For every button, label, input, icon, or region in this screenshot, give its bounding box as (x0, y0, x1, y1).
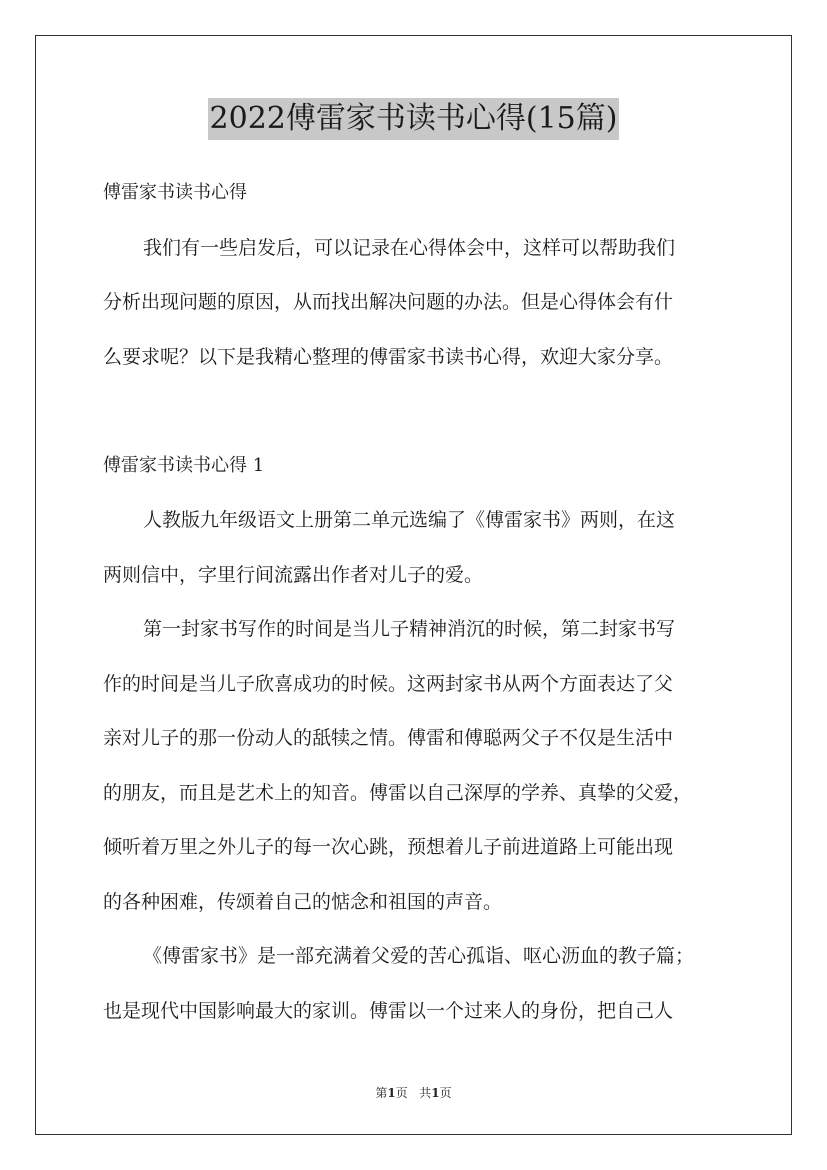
paragraph-line: 两则信中，字里行间流露出作者对儿子的爱。 (103, 564, 484, 586)
footer-page-number: 1 (387, 1086, 396, 1100)
paragraph-line: 的朋友，而且是艺术上的知音。傅雷以自己深厚的学养、真挚的父爱， (103, 782, 693, 804)
section-heading-1: 傅雷家书读书心得 1 (103, 455, 265, 476)
paragraph-line: 分析出现问题的原因，从而找出解决问题的办法。但是心得体会有什 (103, 291, 674, 313)
paragraph-line: 第一封家书写作的时间是当儿子精神消沉的时候，第二封家书写 (143, 618, 676, 640)
paragraph-line: 的各种困难，传颂着自己的惦念和祖国的声音。 (103, 891, 503, 913)
paragraph-line: 作的时间是当儿子欣喜成功的时候。这两封家书从两个方面表达了父 (103, 673, 674, 695)
paragraph-line: 么要求呢？以下是我精心整理的傅雷家书读书心得，欢迎大家分享。 (103, 346, 674, 368)
paragraph-line: 也是现代中国影响最大的家训。傅雷以一个过来人的身份，把自己人 (103, 1000, 674, 1022)
paragraph-line: 人教版九年级语文上册第二单元选编了《傅雷家书》两则，在这 (143, 509, 676, 531)
footer-page-prefix: 第 (375, 1086, 388, 1100)
footer-page-suffix: 页 (439, 1086, 452, 1100)
paragraph-line: 《傅雷家书》是一部充满着父爱的苦心孤诣、呕心沥血的教子篇； (143, 945, 695, 967)
paragraph-line: 我们有一些启发后，可以记录在心得体会中，这样可以帮助我们 (143, 237, 676, 259)
footer-total-pages: 1 (431, 1086, 440, 1100)
footer-page-mid: 页 共 (395, 1086, 432, 1100)
page-footer (0, 1085, 827, 1101)
intro-heading: 傅雷家书读书心得 (103, 182, 247, 203)
paragraph-line: 亲对儿子的那一份动人的舐犊之情。傅雷和傅聪两父子不仅是生活中 (103, 727, 674, 749)
document-title: 2022傅雷家书读书心得(15篇) (208, 98, 620, 140)
title-container (0, 98, 827, 140)
paragraph-line: 倾听着万里之外儿子的每一次心跳，预想着儿子前进道路上可能出现 (103, 836, 674, 858)
